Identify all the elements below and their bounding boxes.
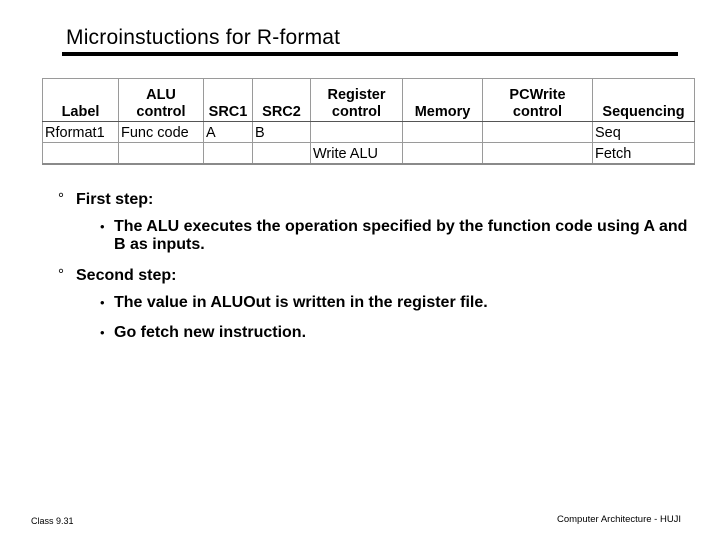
bullet-list [58, 190, 698, 342]
header-src2: SRC2 [253, 79, 311, 122]
table-cell: Func code [119, 122, 204, 143]
step-one-text: First step: [76, 191, 154, 208]
slide-number: Class 9.31 [31, 516, 74, 526]
table-cell [253, 143, 311, 165]
table-cell [403, 143, 483, 165]
sub-bullet [58, 294, 698, 312]
table-cell [119, 143, 204, 165]
sub-bullet [58, 218, 698, 254]
header-label: Label [43, 79, 119, 122]
sub-bullet [58, 324, 698, 342]
sub-bullet-text: The value in ALUOut is written in the register file. [114, 294, 488, 311]
table-cell: Write ALU [311, 143, 403, 165]
table-cell: Rformat1 [43, 122, 119, 143]
table-cell: A [204, 122, 253, 143]
step-two [58, 266, 698, 286]
title-underline [62, 52, 678, 56]
bullet-marker: ° [58, 266, 64, 283]
bullet-marker: ° [58, 190, 64, 207]
table-row [43, 122, 695, 143]
table-header-row [43, 79, 695, 122]
table-cell [483, 122, 593, 143]
header-alu-control: ALU control [119, 79, 204, 122]
table-cell: Fetch [593, 143, 695, 165]
table-cell [403, 122, 483, 143]
header-pcwrite-control: PCWrite control [483, 79, 593, 122]
bullet-marker: • [100, 325, 105, 340]
table-cell: Seq [593, 122, 695, 143]
header-sequencing: Sequencing [593, 79, 695, 122]
sub-bullet-text: Go fetch new instruction. [114, 324, 307, 341]
table-cell [311, 122, 403, 143]
bullet-marker: • [100, 295, 105, 310]
step-one [58, 190, 698, 210]
table-cell [204, 143, 253, 165]
header-src1: SRC1 [204, 79, 253, 122]
bullet-marker: • [100, 219, 105, 234]
course-footer: Computer Architecture - HUJI [557, 514, 682, 525]
step-two-text: Second step: [76, 267, 177, 284]
table-cell [43, 143, 119, 165]
header-memory: Memory [403, 79, 483, 122]
header-register-control: Register control [311, 79, 403, 122]
table-row [43, 143, 695, 165]
table-cell: B [253, 122, 311, 143]
table-cell [483, 143, 593, 165]
sub-bullet-text: The ALU executes the operation specified by the function code using A and B as inputs. [114, 218, 688, 253]
slide-title: Microinstuctions for R-format [66, 26, 341, 49]
microinstruction-table [42, 78, 695, 165]
